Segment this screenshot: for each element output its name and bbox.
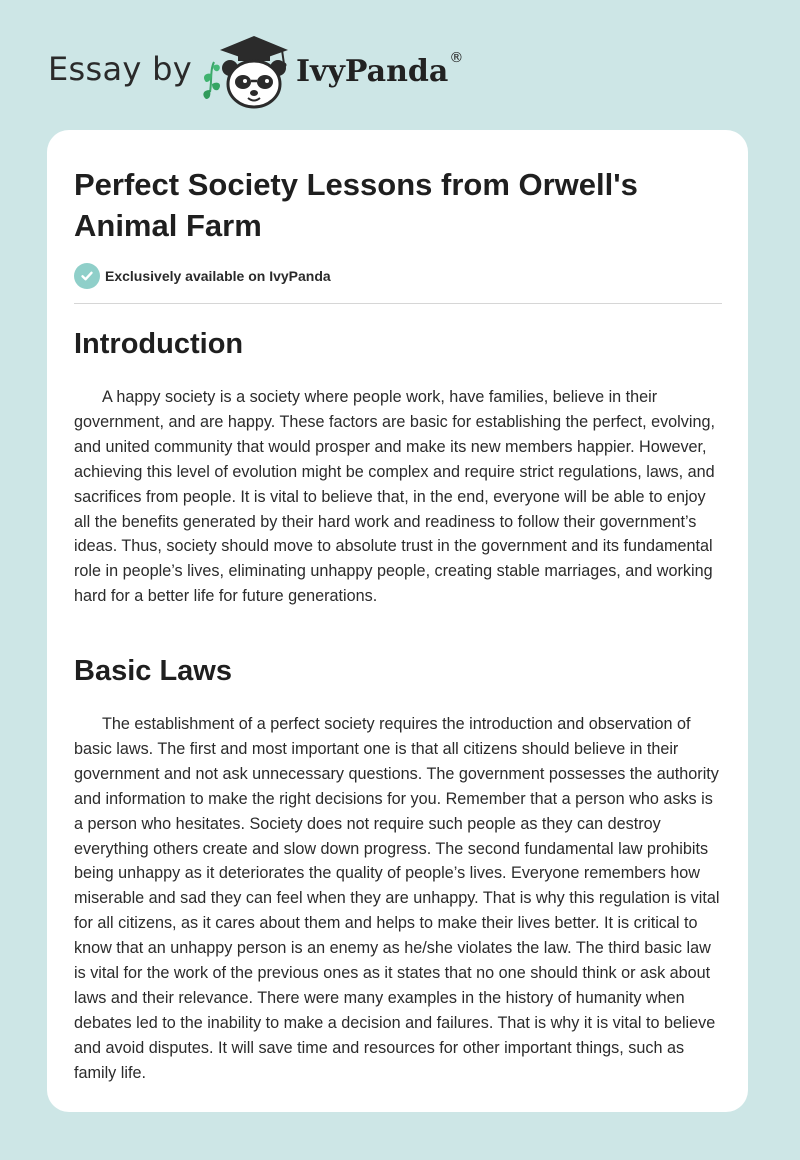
- site-header: [0, 0, 800, 130]
- section-paragraph-introduction: A happy society is a society where people work, have families, believe in their government, and are happy. These factors are basic for establishing the perfect, evolving, and united community that would prosper and make its new members happier. However, achieving this level of evolution might be complex and require strict regulations, laws, and sacrifices from people. It is vital to believe that, in the end, everyone will be able to enjoy all the benefits generated by their hard work and readiness to follow their government’s ideas. Thus, society should move to absolute trust in the government and its fundamental role in people’s lives, eliminating unhappy people, creating stable marriages, and working hard for a better life for future generations.: [74, 388, 715, 606]
- exclusive-badge: [74, 263, 331, 289]
- exclusive-label: Exclusively available on IvyPanda: [105, 268, 331, 284]
- section-heading-basic-laws: Basic Laws: [74, 655, 232, 687]
- section-heading-introduction: Introduction: [74, 328, 244, 360]
- brand-logo-text[interactable]: [296, 50, 464, 89]
- section-paragraph-basic-laws: The establishment of a perfect society requires the introduction and observation of basic laws. The first and most important one is that all citizens should believe in their government and not ask unnecessary questions. The government possesses the authority and information to make the right decisions for you. Remember that a person who asks is a person who hesitates. Society does not require such people as they can destroy everything others create and slow down progress. The second fundamental law prohibits being unhappy as it deteriorates the quality of people’s lives. Everyone remembers how miserable and sad they can feel when they are unhappy. That is why this regulation is vital for all citizens, as it cares about them and helps to make their lives better. It is critical to know that an unhappy person is an enemy as he/she violates the law. The third basic law is vital for the work of the previous ones as it states that no one should think or ask about laws and their relevance. There were many examples in the history of humanity when debates led to the inability to make a decision and failures. That is why it is vital to believe and avoid disputes. It will save time and resources for other important things, such as family life.: [74, 715, 720, 1082]
- ivy-leaf-icon: [203, 62, 220, 99]
- registered-mark: ®: [449, 50, 464, 66]
- page-title: Perfect Society Lessons from Orwell's Animal Farm: [74, 167, 638, 243]
- essay-by-label: Essay by: [48, 50, 192, 88]
- divider: [74, 303, 722, 304]
- brand-name: IvyPanda: [296, 54, 449, 89]
- check-icon: [74, 263, 100, 289]
- essay-card: [47, 130, 748, 1112]
- panda-graduate-icon[interactable]: [200, 34, 292, 110]
